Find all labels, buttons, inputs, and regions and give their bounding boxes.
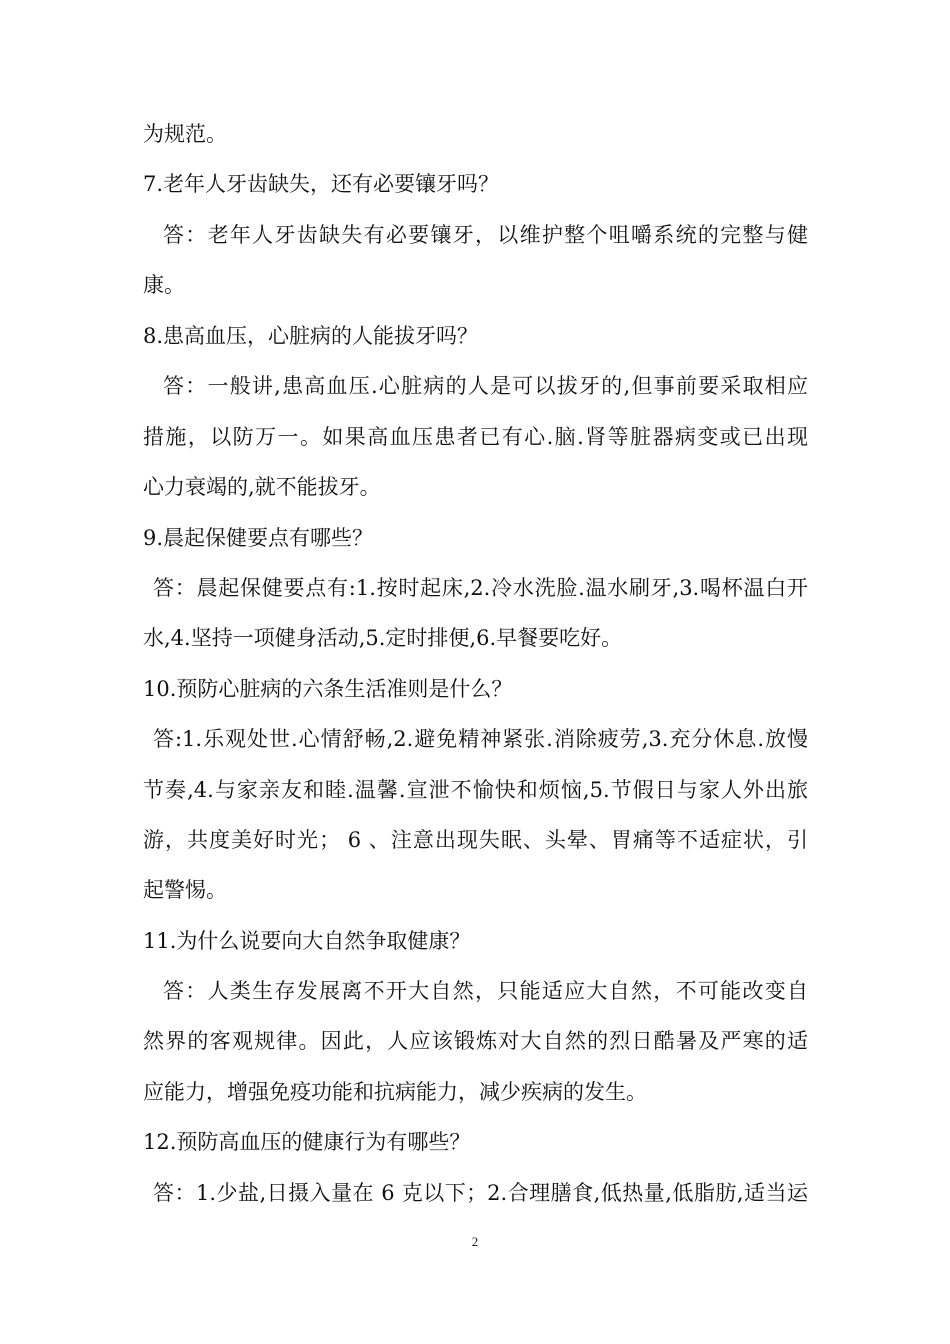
question-10: 10.预防心脏病的六条生活准则是什么？ bbox=[143, 677, 513, 701]
answer-9-line-1: 答：晨起保健要点有:1.按时起床,2.冷水洗脸.温水刷牙,3.喝杯温白开 bbox=[153, 576, 808, 600]
answer-11-line-3: 应能力，增强免疫功能和抗病能力，减少疾病的发生。 bbox=[143, 1080, 647, 1104]
answer-7-line-2: 康。 bbox=[143, 273, 185, 297]
question-7: 7.老年人牙齿缺失，还有必要镶牙吗？ bbox=[143, 172, 500, 196]
answer-10-line-1: 答:1.乐观处世.心情舒畅,2.避免精神紧张.消除疲劳,3.充分休息.放慢 bbox=[153, 727, 808, 751]
answer-10-line-3: 游，共度美好时光； 6 、注意出现失眠、头晕、胃痛等不适症状，引 bbox=[143, 828, 808, 852]
text-line: 为规范。 bbox=[143, 122, 227, 146]
question-8: 8.患高血压，心脏病的人能拔牙吗？ bbox=[143, 324, 479, 348]
question-9: 9.晨起保健要点有哪些？ bbox=[143, 526, 374, 550]
answer-10-line-4: 起警惕。 bbox=[143, 878, 227, 902]
question-12: 12.预防高血压的健康行为有哪些？ bbox=[143, 1130, 471, 1154]
answer-8-line-2: 措施，以防万一。如果高血压患者已有心.脑.肾等脏器病变或已出现 bbox=[143, 425, 808, 449]
question-11: 11.为什么说要向大自然争取健康？ bbox=[143, 929, 471, 953]
answer-10-line-2: 节奏,4.与家亲友和睦.温馨.宣泄不愉快和烦恼,5.节假日与家人外出旅 bbox=[143, 778, 808, 802]
answer-8-line-1: 答：一般讲,患高血压.心脏病的人是可以拔牙的,但事前要采取相应 bbox=[163, 374, 808, 398]
answer-11-line-1: 答：人类生存发展离不开大自然，只能适应大自然，不可能改变自 bbox=[163, 979, 808, 1003]
answer-11-line-2: 然界的客观规律。因此，人应该锻炼对大自然的烈日酷暑及严寒的适 bbox=[143, 1029, 808, 1053]
answer-8-line-3: 心力衰竭的,就不能拔牙。 bbox=[143, 475, 381, 499]
answer-12-line-1: 答：1.少盐,日摄入量在 6 克以下；2.合理膳食,低热量,低脂肪,适当运 bbox=[153, 1181, 808, 1205]
answer-9-line-2: 水,4.坚持一项健身活动,5.定时排便,6.早餐要吃好。 bbox=[143, 626, 623, 650]
answer-7-line-1: 答：老年人牙齿缺失有必要镶牙，以维护整个咀嚼系统的完整与健 bbox=[163, 223, 808, 247]
page-number: 2 bbox=[471, 1234, 479, 1249]
